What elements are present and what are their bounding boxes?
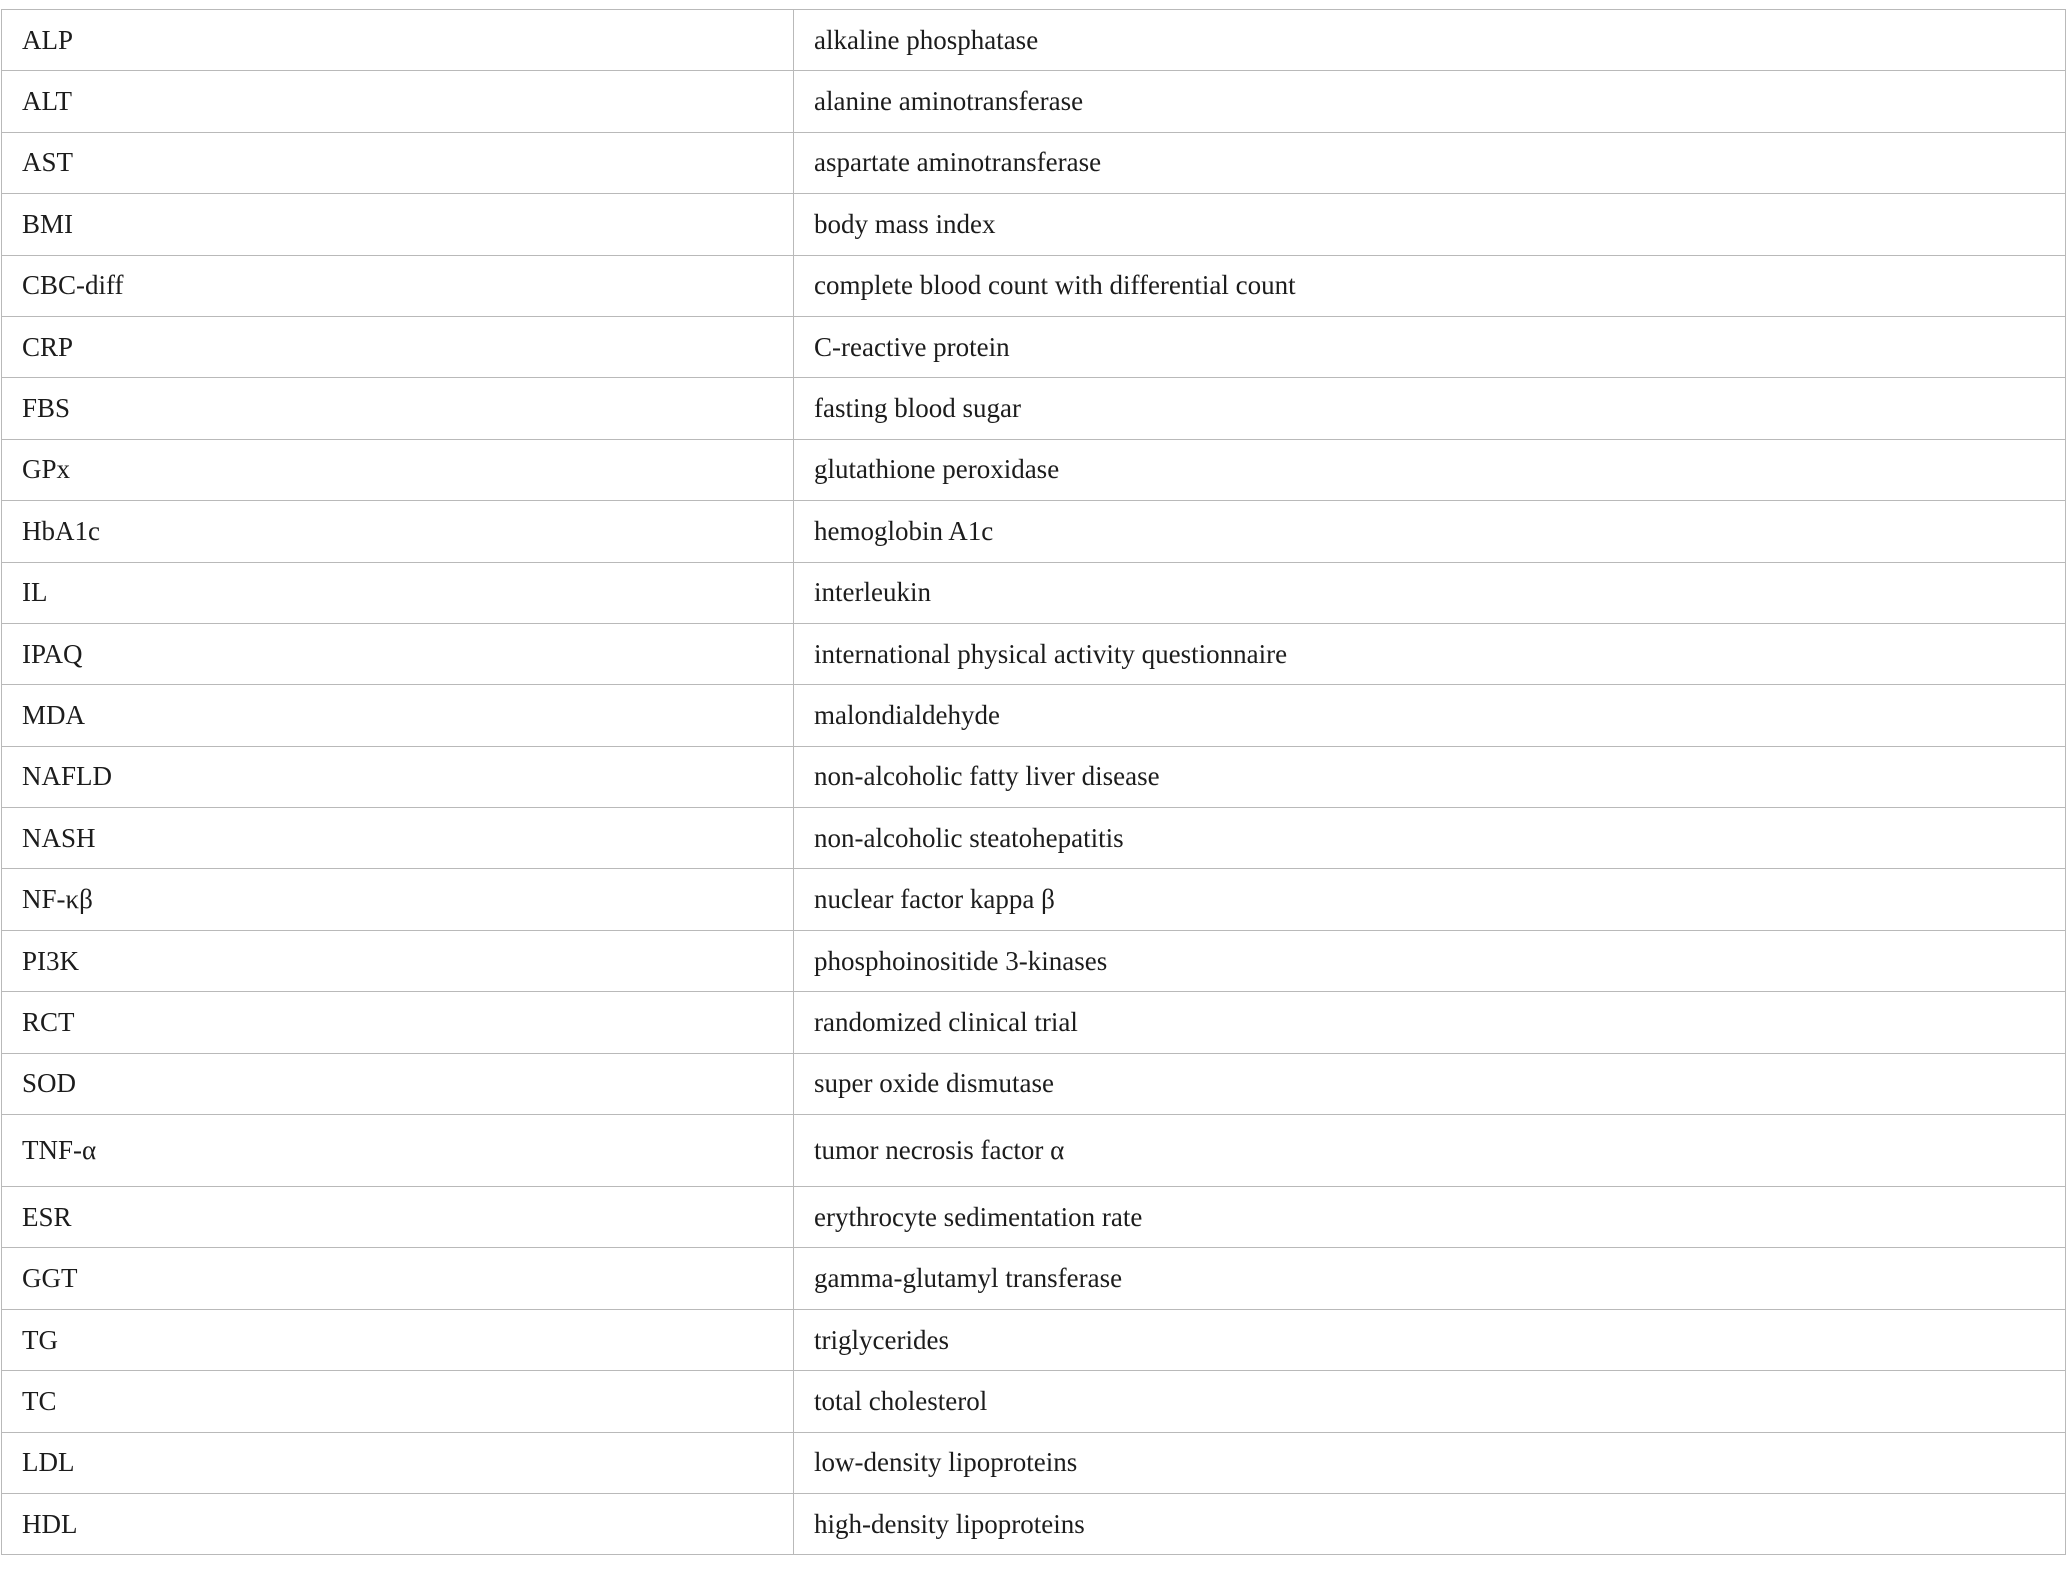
table-row [2,1053,2066,1114]
abbreviation-cell: ESR [2,1187,794,1248]
abbreviation-cell: HDL [2,1493,794,1554]
definition-cell: gamma-glutamyl transferase [794,1248,2066,1309]
table-row [2,1493,2066,1554]
table-row [2,71,2066,132]
abbreviation-cell: ALT [2,71,794,132]
abbreviation-cell: CRP [2,316,794,377]
definition-cell: C-reactive protein [794,316,2066,377]
table-row [2,194,2066,255]
definition-cell: phosphoinositide 3-kinases [794,930,2066,991]
abbreviation-cell: GPx [2,439,794,500]
table-row [2,439,2066,500]
abbreviation-cell: IPAQ [2,623,794,684]
table-row [2,1309,2066,1370]
definition-cell: body mass index [794,194,2066,255]
definition-cell: malondialdehyde [794,685,2066,746]
abbreviation-cell: HbA1c [2,501,794,562]
definition-cell: randomized clinical trial [794,992,2066,1053]
definition-cell: complete blood count with differential count [794,255,2066,316]
table-row [2,132,2066,193]
definition-cell: total cholesterol [794,1371,2066,1432]
abbreviation-cell: SOD [2,1053,794,1114]
table-row [2,930,2066,991]
table-row [2,1187,2066,1248]
definition-cell: hemoglobin A1c [794,501,2066,562]
abbreviation-cell: IL [2,562,794,623]
table-row [2,623,2066,684]
abbreviation-cell: GGT [2,1248,794,1309]
abbreviation-cell: AST [2,132,794,193]
definition-cell: nuclear factor kappa β [794,869,2066,930]
abbreviation-cell: TC [2,1371,794,1432]
abbreviation-cell: LDL [2,1432,794,1493]
definition-cell: international physical activity questionnaire [794,623,2066,684]
abbreviation-cell: NF-κβ [2,869,794,930]
table-row [2,1115,2066,1187]
abbreviation-cell: NAFLD [2,746,794,807]
abbreviation-cell: PI3K [2,930,794,991]
table-row [2,255,2066,316]
abbreviation-cell: NASH [2,808,794,869]
abbreviation-cell: TNF-α [2,1115,794,1187]
definition-cell: alkaline phosphatase [794,10,2066,71]
abbreviation-cell: BMI [2,194,794,255]
abbreviation-cell: FBS [2,378,794,439]
abbreviation-cell: TG [2,1309,794,1370]
table-row [2,808,2066,869]
definition-cell: fasting blood sugar [794,378,2066,439]
definition-cell: erythrocyte sedimentation rate [794,1187,2066,1248]
definition-cell: high-density lipoproteins [794,1493,2066,1554]
table-row [2,869,2066,930]
table-row [2,1248,2066,1309]
table-row [2,562,2066,623]
definition-cell: super oxide dismutase [794,1053,2066,1114]
table-row [2,378,2066,439]
table-row [2,1371,2066,1432]
definition-cell: interleukin [794,562,2066,623]
definition-cell: alanine aminotransferase [794,71,2066,132]
definition-cell: low-density lipoproteins [794,1432,2066,1493]
table-row [2,992,2066,1053]
table-row [2,685,2066,746]
definition-cell: aspartate aminotransferase [794,132,2066,193]
definition-cell: non-alcoholic fatty liver disease [794,746,2066,807]
definition-cell: non-alcoholic steatohepatitis [794,808,2066,869]
abbreviation-cell: CBC-diff [2,255,794,316]
table-row [2,1432,2066,1493]
table-row [2,10,2066,71]
abbreviations-table [1,9,2066,1555]
table-row [2,746,2066,807]
definition-cell: tumor necrosis factor α [794,1115,2066,1187]
abbreviation-cell: ALP [2,10,794,71]
definition-cell: triglycerides [794,1309,2066,1370]
abbreviation-cell: MDA [2,685,794,746]
table-row [2,501,2066,562]
abbreviation-cell: RCT [2,992,794,1053]
table-row [2,316,2066,377]
definition-cell: glutathione peroxidase [794,439,2066,500]
